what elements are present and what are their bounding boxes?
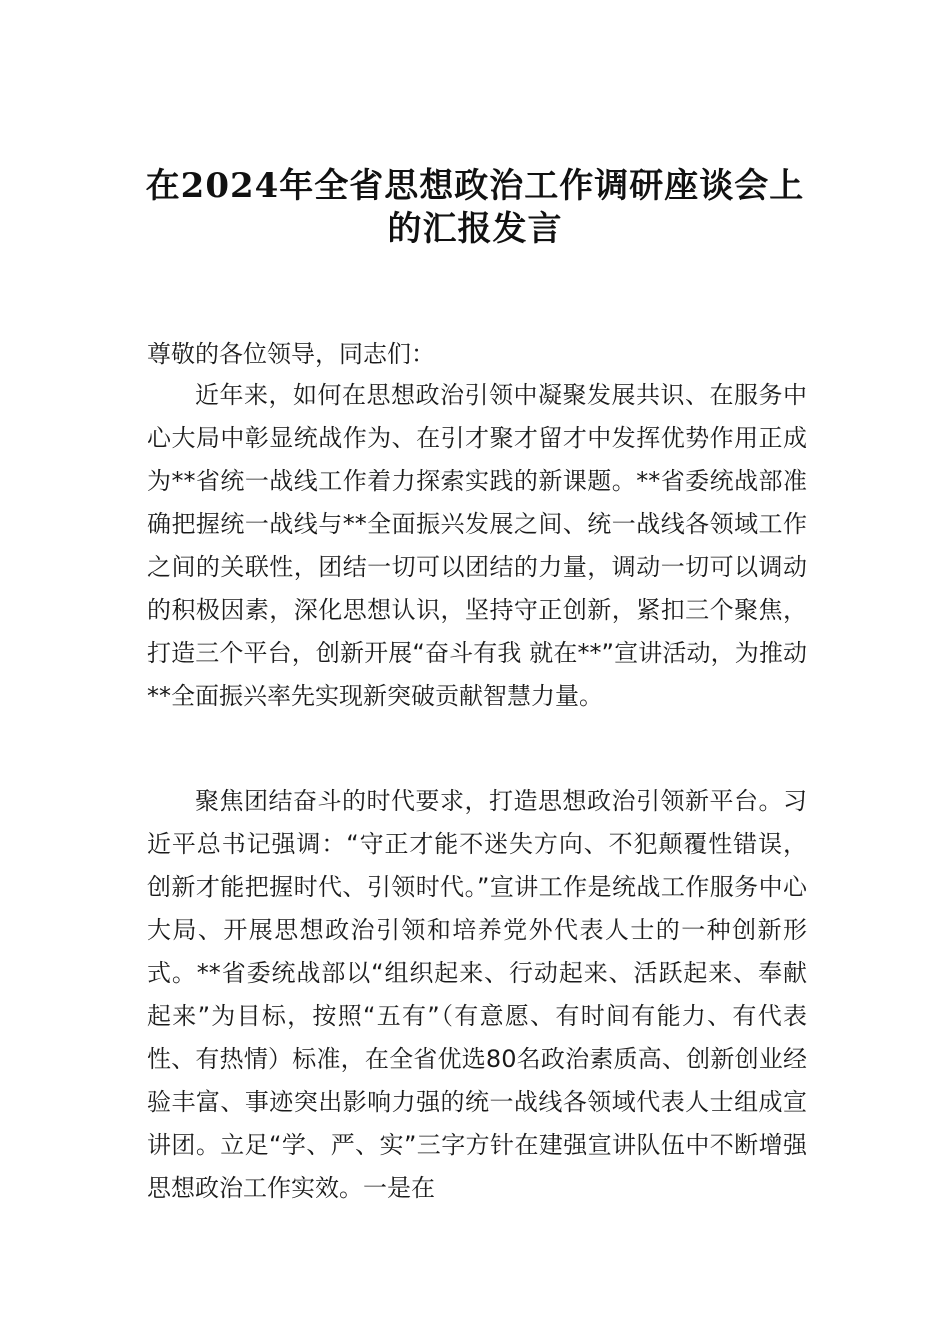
paragraph-2: 聚焦团结奋斗的时代要求，打造思想政治引领新平台。习近平总书记强调：“守正才能不迷失方向、不犯颠覆性错误，创新才能把握时代、引领时代。”宣讲工作是统战工作服务中心大局、开展思想政治引领和培养党外代表人士的一种创新形式。**省委统战部以“组织起来、行动起来、活跃起来、奉献起来”为目标，按照“五有”（有意愿、有时间有能力、有代表性、有热情）标准，在全省优选80名政治素质高、创新创业经验丰富、事迹突出影响力强的统一战线各领域代表人士组成宣讲团。立足“学、严、实”三字方针在建强宣讲队伍中不断增强思想政治工作实效。一是在: [147, 787, 807, 1202]
document-title-line-2: 的汇报发言: [387, 209, 563, 249]
salutation: 尊敬的各位领导，同志们：: [147, 340, 435, 368]
document-title-line-1: 在2024年全省思想政治工作调研座谈会上: [145, 166, 805, 206]
paragraph-1: 近年来，如何在思想政治引领中凝聚发展共识、在服务中心大局中彰显统战作为、在引才聚才留才中发挥优势作用正成为**省统一战线工作着力探索实践的新课题。**省委统战部准确把握统一战线与**全面振兴发展之间、统一战线各领域工作之间的关联性，团结一切可以团结的力量，调动一切可以调动的积极因素，深化思想认识，坚持守正创新，紧扣三个聚焦，打造三个平台，创新开展“奋斗有我 就在**”宣讲活动，为推动**全面振兴率先实现新突破贡献智慧力量。: [147, 381, 807, 710]
